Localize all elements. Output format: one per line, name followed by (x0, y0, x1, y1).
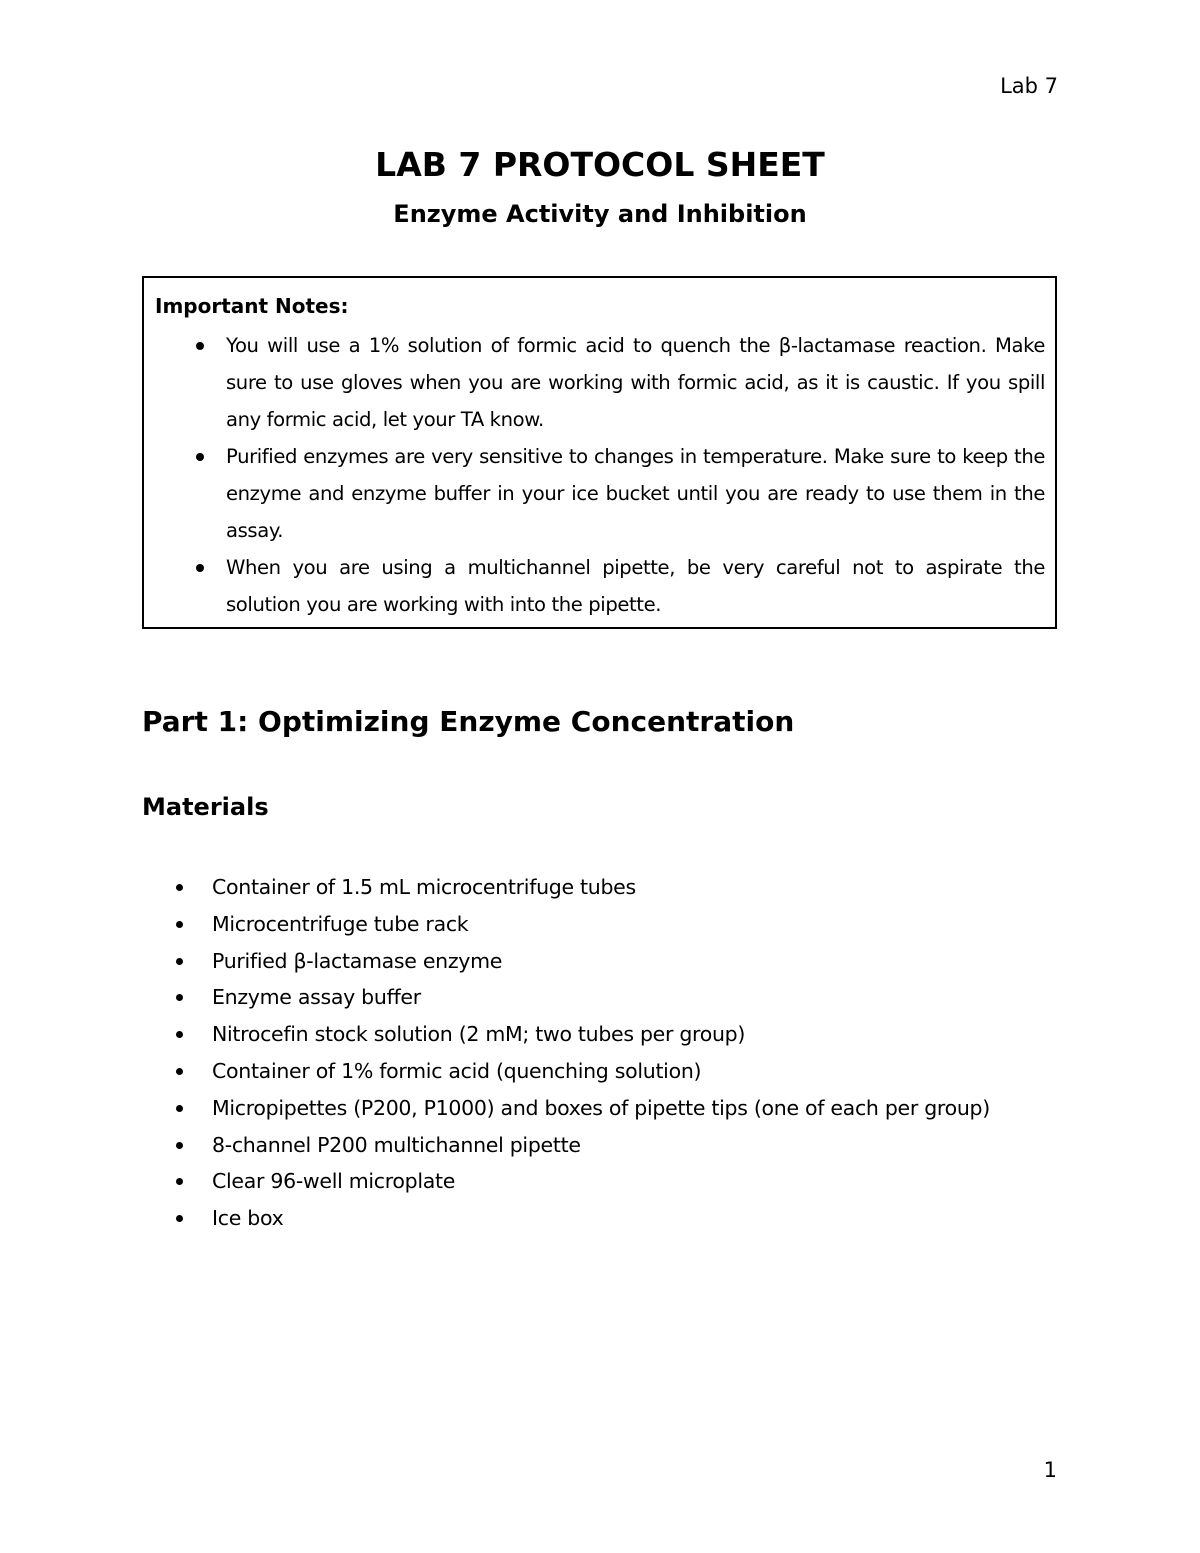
material-item (142, 906, 1072, 943)
note-text: When you are using a multichannel pipette, be very careful not to aspirate the solution you are working with into the pipette. (226, 556, 1045, 616)
material-item (142, 1053, 1072, 1090)
running-header: Lab 7 (1000, 74, 1058, 98)
material-item (142, 943, 1072, 980)
material-text: Clear 96-well microplate (212, 1169, 456, 1194)
material-text: Enzyme assay buffer (212, 985, 421, 1010)
bullet-icon (196, 342, 204, 350)
bullet-icon (196, 453, 204, 461)
bullet-icon (176, 1142, 183, 1149)
part-1-heading: Part 1: Optimizing Enzyme Concentration (142, 705, 795, 738)
material-item (142, 1090, 1072, 1127)
material-text: 8-channel P200 multichannel pipette (212, 1132, 581, 1157)
important-notes-box (142, 276, 1057, 629)
material-text: Container of 1% formic acid (quenching solution) (212, 1058, 702, 1083)
bullet-icon (176, 1031, 183, 1038)
material-item (142, 979, 1072, 1016)
bullet-icon (176, 958, 183, 965)
materials-heading: Materials (142, 793, 269, 821)
bullet-icon (196, 564, 204, 572)
material-item (142, 1200, 1072, 1237)
note-text: You will use a 1% solution of formic acid to quench the β-lactamase reaction. Make sure to use gloves when you are working with formic acid, as it is caustic. If you spill any formic acid, let your TA know. (226, 334, 1045, 431)
material-text: Micropipettes (P200, P1000) and boxes of pipette tips (one of each per group) (212, 1095, 990, 1120)
bullet-icon (176, 1105, 183, 1112)
document-subtitle: Enzyme Activity and Inhibition (393, 200, 807, 228)
note-item (155, 327, 1045, 438)
bullet-icon (176, 1215, 183, 1222)
document-title: LAB 7 PROTOCOL SHEET (375, 145, 825, 184)
material-item (142, 1163, 1072, 1200)
note-text: Purified enzymes are very sensitive to changes in temperature. Make sure to keep the enzyme and enzyme buffer in your ice bucket until you are ready to use them in the assay. (226, 445, 1045, 542)
bullet-icon (176, 921, 183, 928)
note-item (155, 549, 1045, 623)
material-item (142, 869, 1072, 906)
bullet-icon (176, 1178, 183, 1185)
bullet-icon (176, 994, 183, 1001)
material-item (142, 1127, 1072, 1164)
material-item (142, 1016, 1072, 1053)
bullet-icon (176, 1068, 183, 1075)
material-text: Ice box (212, 1206, 284, 1231)
note-item (155, 438, 1045, 549)
material-text: Container of 1.5 mL microcentrifuge tubes (212, 875, 636, 899)
material-text: Purified β-lactamase enzyme (212, 948, 503, 973)
materials-list (142, 869, 1072, 1237)
material-text: Microcentrifuge tube rack (212, 911, 469, 936)
page-number: 1 (1043, 1458, 1057, 1482)
bullet-icon (176, 884, 183, 891)
material-text: Nitrocefin stock solution (2 mM; two tubes per group) (212, 1022, 746, 1047)
notes-heading: Important Notes: (155, 294, 349, 318)
notes-list (155, 327, 1045, 623)
